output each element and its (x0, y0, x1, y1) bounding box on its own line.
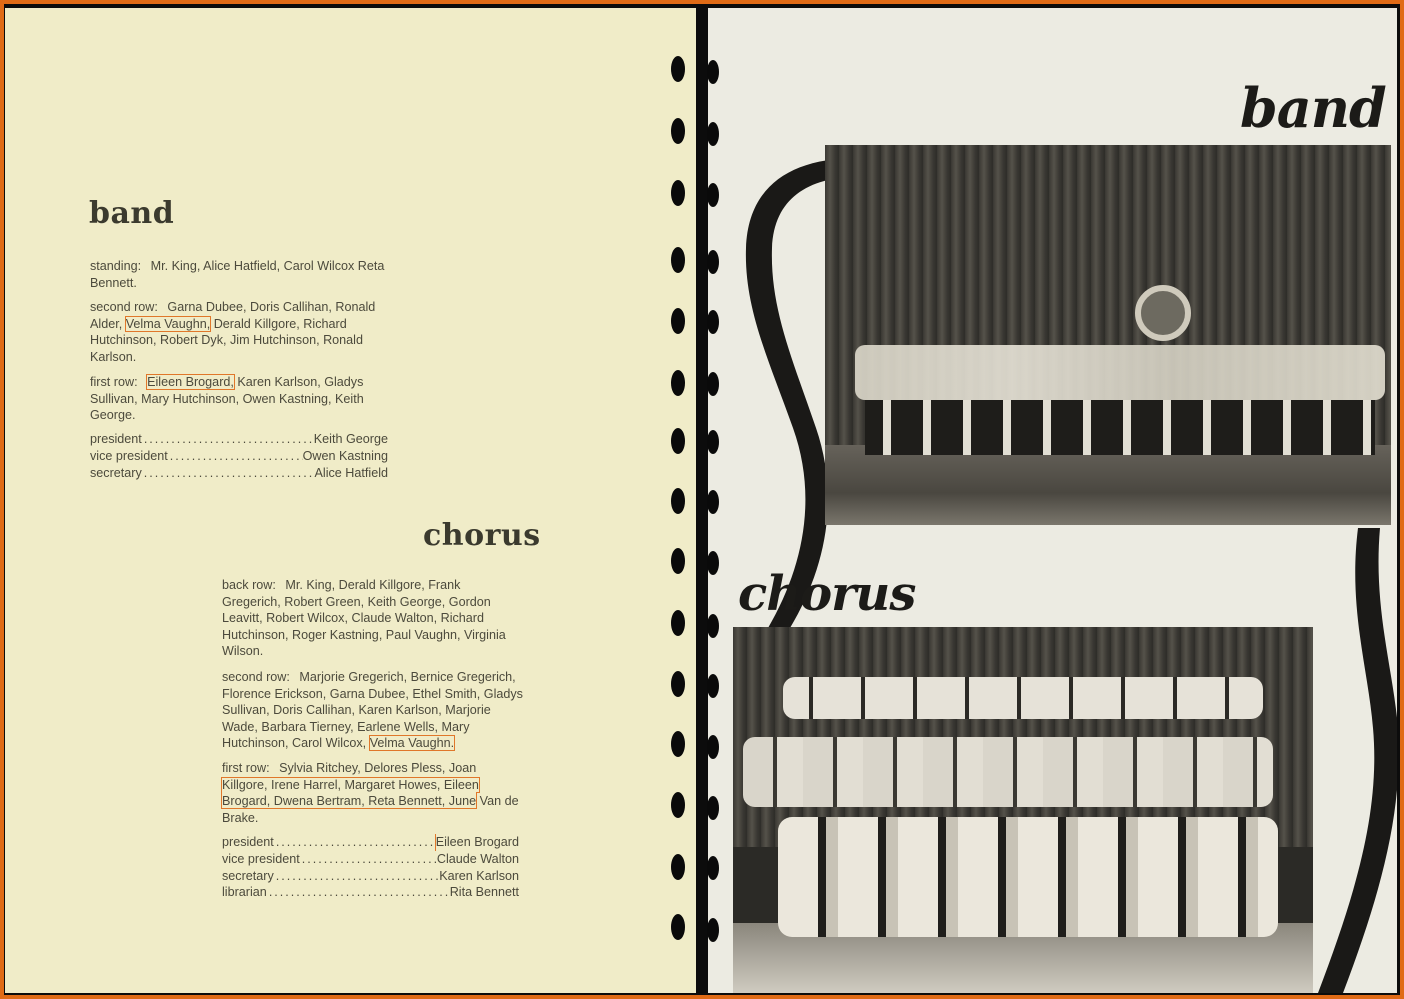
chorus-first-row-after: Van de Brake. (222, 794, 519, 825)
band-second-row-lead: second row: (90, 300, 158, 314)
binding-hole (671, 792, 685, 818)
chorus-back-row (222, 577, 522, 660)
chorus-heading: chorus (423, 518, 541, 553)
binding-hole (707, 372, 719, 396)
binding-hole (707, 183, 719, 207)
chorus-title: chorus (738, 566, 916, 622)
chorus-second-row-figures (743, 737, 1273, 807)
band-second-row-highlight: Velma Vaughn, (125, 316, 211, 331)
chorus-officer-row (222, 884, 519, 901)
binding-hole (671, 914, 685, 940)
binding-hole (671, 370, 685, 396)
officer-name: Rita Bennett (449, 885, 519, 900)
binding-hole (671, 488, 685, 514)
chorus-second-row (222, 669, 524, 752)
chorus-first-row-figures (778, 817, 1278, 937)
sousaphone (1135, 285, 1191, 341)
band-first-row-highlight: Eileen Brogard, (147, 375, 234, 389)
chorus-officer-row (222, 851, 519, 868)
chorus-first-row-before: Sylvia Ritchey, Delores Pless, Joan (279, 761, 477, 775)
band-first-row (90, 374, 390, 424)
officer-title: president (222, 835, 274, 849)
officer-title: secretary (222, 868, 274, 883)
officer-name: Claude Walton (436, 851, 519, 866)
binding-hole (707, 856, 719, 880)
binding-hole (671, 610, 685, 636)
officer-name: Alice Hatfield (314, 465, 388, 480)
band-heading: band (89, 196, 175, 231)
chorus-back-row-lead: back row: (222, 578, 276, 592)
binding-hole (671, 56, 685, 82)
binding-hole (707, 490, 719, 514)
officer-title: librarian (222, 885, 267, 900)
right-page (708, 8, 1397, 993)
band-second-row-before: Garna Dubee, Doris Callihan, Ronald Alder, (90, 300, 376, 331)
chorus-officers (222, 834, 519, 901)
binding-hole (671, 548, 685, 574)
binding-hole (707, 918, 719, 942)
binding-hole (671, 671, 685, 697)
binding-hole (707, 60, 719, 84)
band-officers (90, 431, 388, 481)
chorus-first-row-lead: first row: (222, 761, 270, 775)
officer-title: vice president (222, 851, 300, 866)
binding-hole (671, 308, 685, 334)
band-officer-row (90, 448, 388, 465)
binding-hole (707, 674, 719, 698)
band-officer-row (90, 431, 388, 448)
band-second-row (90, 299, 390, 365)
binding-hole (707, 796, 719, 820)
chorus-second-row-highlight: Velma Vaughn. (369, 736, 455, 751)
binding-hole (707, 551, 719, 575)
band-first-row-after: Karen Karlson, Gladys Sullivan, Mary Hutchinson, Owen Kastning, Keith George. (90, 375, 364, 423)
binding-hole (707, 122, 719, 146)
binding-hole (671, 731, 685, 757)
officer-name: Karen Karlson (439, 868, 519, 883)
band-second-row-after: Derald Killgore, Richard Hutchinson, Robert Dyk, Jim Hutchinson, Ronald Karlson. (90, 316, 363, 364)
chorus-officer-row (222, 834, 519, 851)
binding-hole (671, 118, 685, 144)
chorus-officer-row (222, 868, 519, 885)
band-members (855, 325, 1385, 465)
chorus-second-row-before: Marjorie Gregerich, Bernice Gregerich, Florence Erickson, Garna Dubee, Ethel Smith, Gladys Sullivan, Doris Callihan, Karen Karlson, Marjorie Wade, Barbara Tierney, Earlene Wells, Mary Hutchinson, Carol Wilcox, (222, 670, 523, 751)
band-photo (825, 145, 1391, 525)
officer-name: Keith George (313, 432, 388, 446)
binding-hole (671, 428, 685, 454)
band-standing-text: Mr. King, Alice Hatfield, Carol Wilcox Reta Bennett. (90, 259, 385, 290)
band-officer-row (90, 465, 388, 482)
officer-name: Owen Kastning (302, 448, 388, 463)
chorus-first-row (222, 760, 524, 826)
officer-title: vice president (90, 448, 168, 463)
chorus-back-row-text: Mr. King, Derald Killgore, Frank Gregerich, Robert Green, Keith George, Gordon Leavitt, Robert Wilcox, Claude Walton, Richard Hutchinson, Roger Kastning, Paul Vaughn, Virginia Wilson. (222, 578, 506, 659)
band-first-row-lead: first row: (90, 375, 138, 389)
officer-title: secretary (90, 465, 142, 480)
binding-hole (707, 430, 719, 454)
officer-name: Eileen Brogard (435, 835, 519, 849)
band-title: band (1240, 76, 1386, 140)
chorus-back-row-figures (783, 677, 1263, 719)
binding-hole (707, 614, 719, 638)
chorus-second-row-lead: second row: (222, 670, 290, 684)
left-page (5, 8, 696, 993)
binding-hole (671, 180, 685, 206)
officer-title: president (90, 432, 142, 446)
binding-hole (671, 854, 685, 880)
binding-hole (707, 735, 719, 759)
binding-hole (707, 250, 719, 274)
band-standing-lead: standing: (90, 259, 142, 273)
binding-hole (707, 310, 719, 334)
chorus-first-row-highlight: Killgore, Irene Harrel, Margaret Howes, Eileen Brogard, Dwena Bertram, Reta Bennett, June (222, 777, 479, 809)
binding-hole (671, 247, 685, 273)
chorus-photo (733, 627, 1313, 993)
band-standing (90, 258, 390, 291)
